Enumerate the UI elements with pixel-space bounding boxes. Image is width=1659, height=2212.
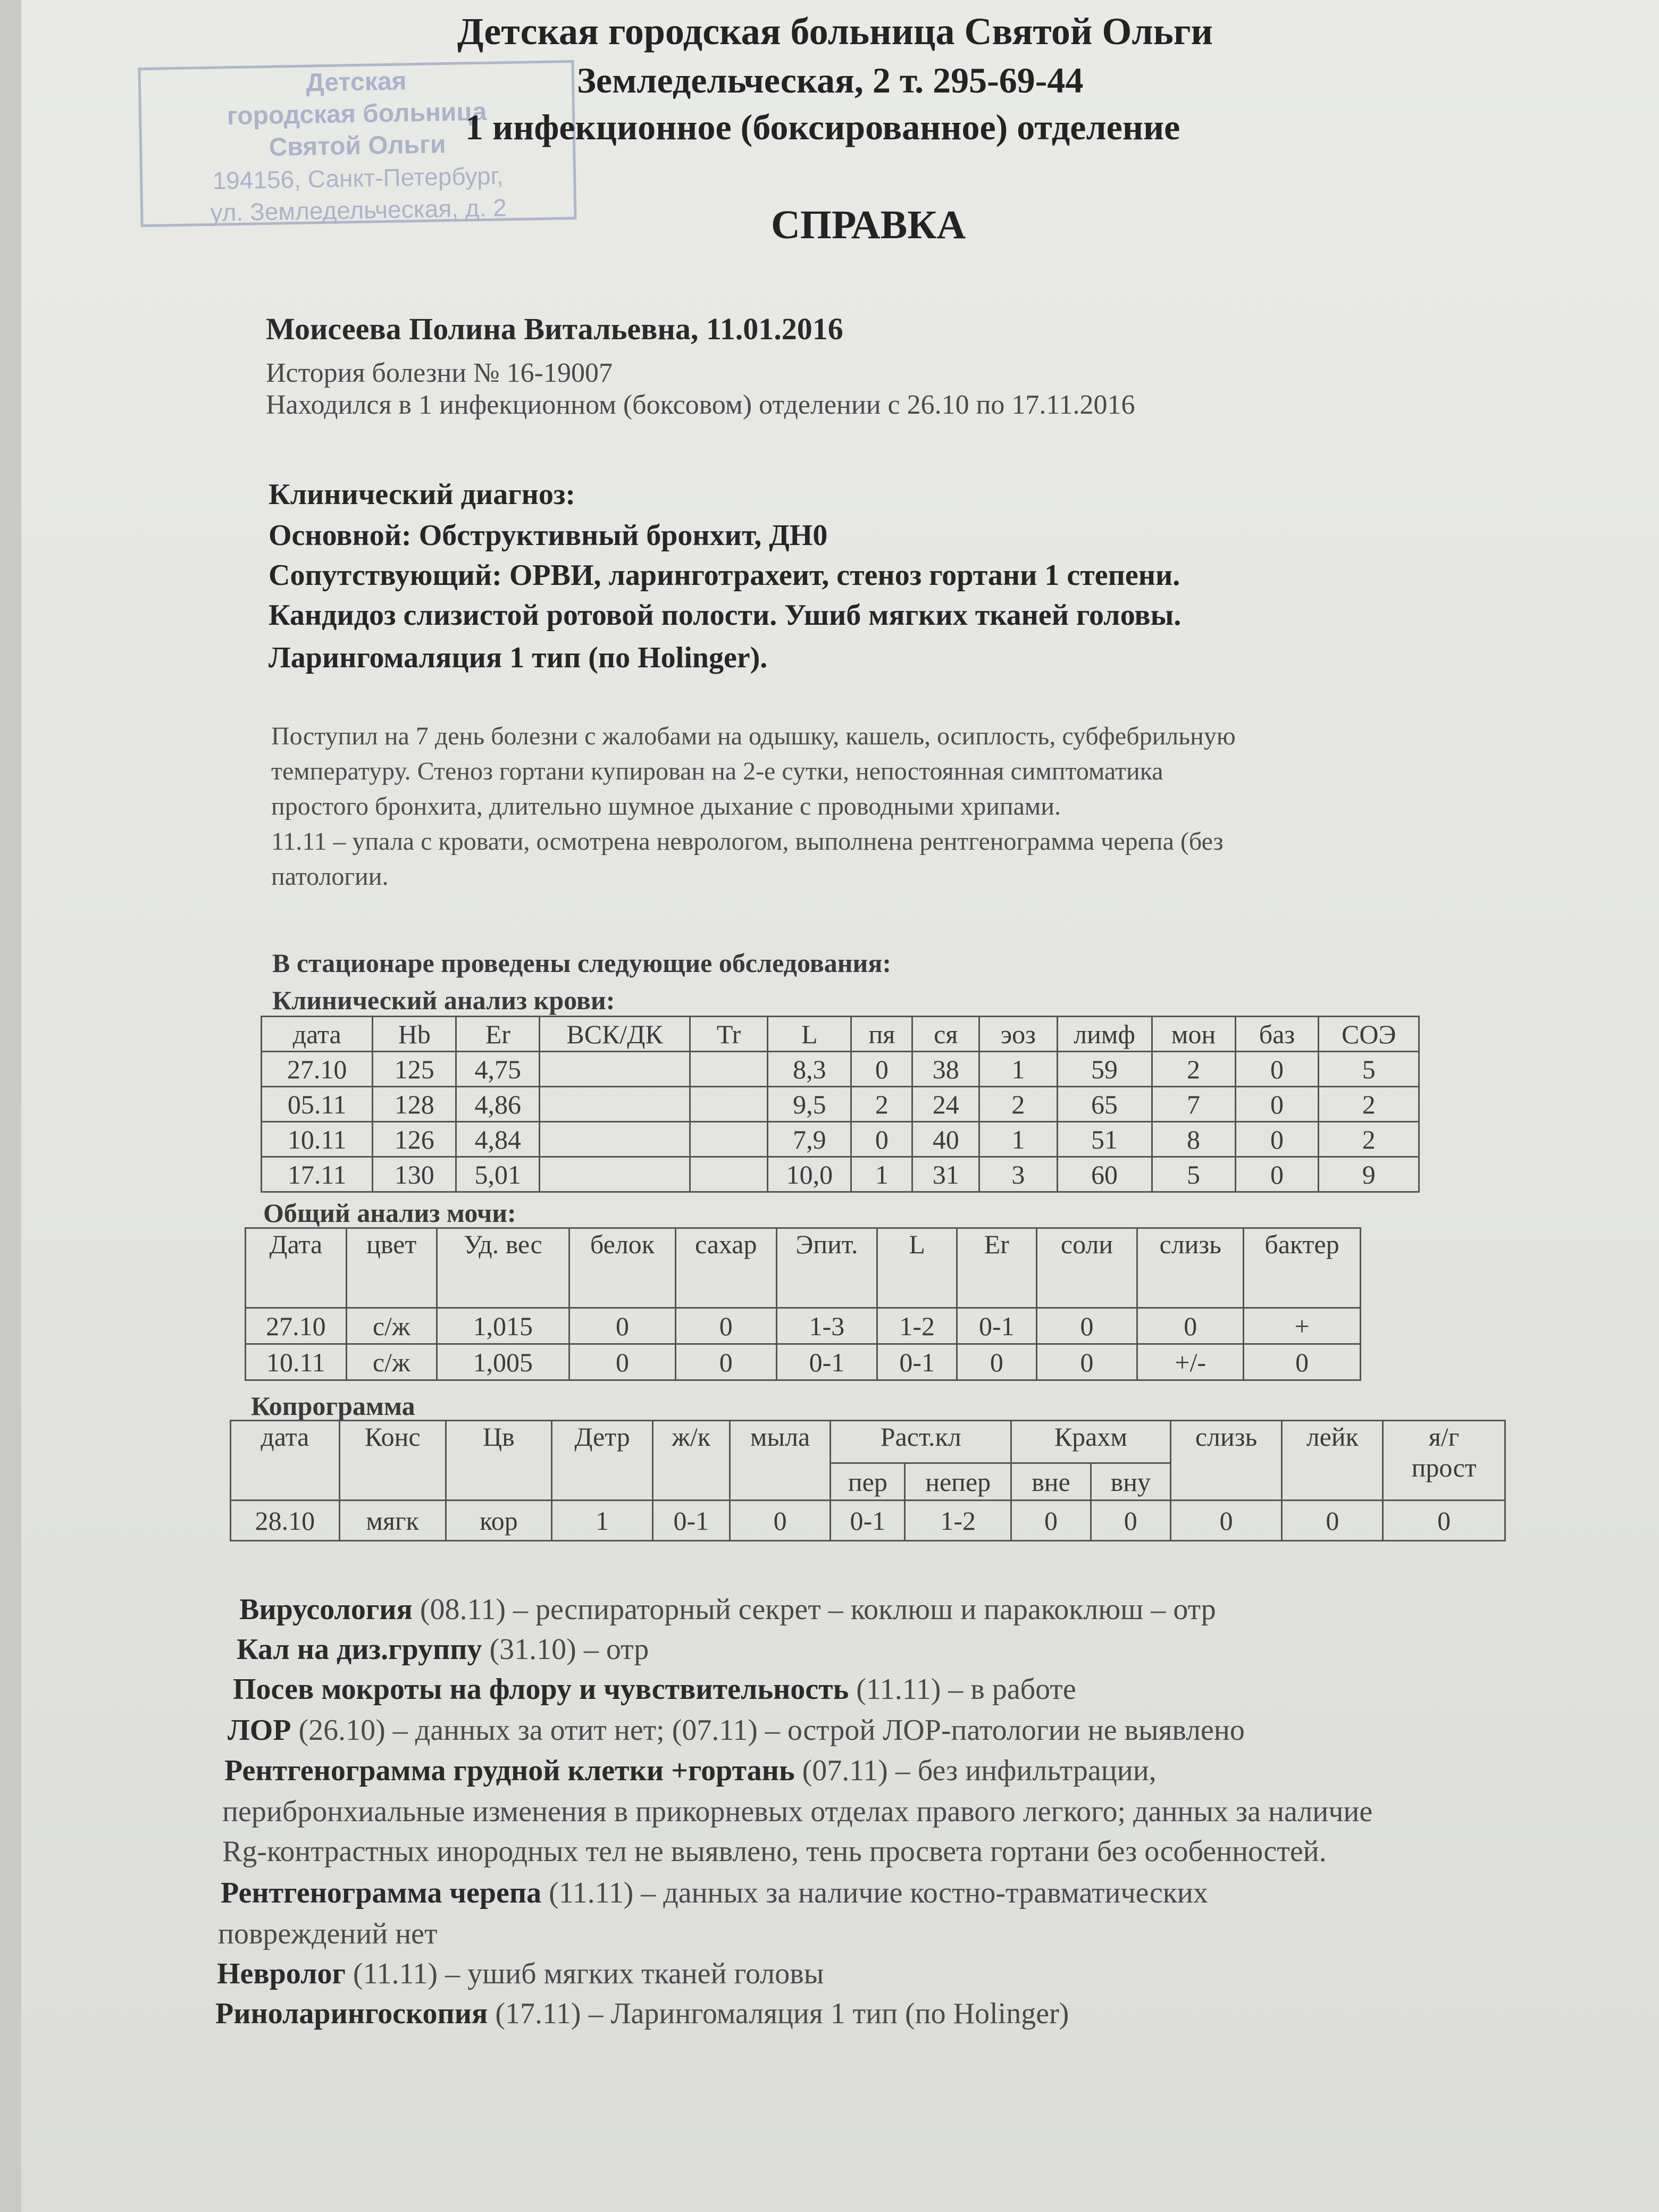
copro-col-header: лейк xyxy=(1282,1421,1383,1501)
result-text: (31.10) – отр xyxy=(482,1633,649,1666)
result-title: Риноларингоскопия xyxy=(215,1997,488,2030)
blood-col-header: ся xyxy=(912,1017,979,1052)
table-cell: 5 xyxy=(1152,1157,1235,1192)
copro-col-subheader: пер xyxy=(831,1463,905,1501)
result-title: Невролог xyxy=(217,1957,346,1990)
diagnosis-heading: Клинический диагноз: xyxy=(269,478,576,511)
table-cell: 2 xyxy=(1152,1052,1235,1087)
table-row xyxy=(262,1157,1419,1192)
table-cell: 4,75 xyxy=(456,1052,540,1087)
urine-test-table xyxy=(245,1227,1361,1381)
table-cell: + xyxy=(1244,1308,1361,1344)
table-cell: 2 xyxy=(851,1087,912,1122)
table-row xyxy=(231,1501,1505,1541)
result-title: ЛОР xyxy=(228,1714,291,1747)
result-text: (26.10) – данных за отит нет; (07.11) – острой ЛОР-патологии не выявлено xyxy=(291,1714,1245,1747)
result-line xyxy=(224,1754,1157,1788)
result-text: перибронхиальные изменения в прикорневых отделах правого легкого; данных за наличие xyxy=(222,1795,1373,1828)
urine-col-header: цвет xyxy=(346,1228,437,1308)
copro-col-header-line: я/г xyxy=(1428,1422,1460,1452)
copro-col-header: дата xyxy=(231,1421,340,1501)
table-cell: 125 xyxy=(373,1052,456,1087)
table-cell: 1,015 xyxy=(437,1308,569,1344)
table-cell: 128 xyxy=(373,1087,456,1122)
table-cell: с/ж xyxy=(346,1344,437,1380)
table-cell: 0-1 xyxy=(776,1344,877,1380)
table-cell: 40 xyxy=(912,1122,979,1157)
result-text: (07.11) – без инфильтрации, xyxy=(794,1754,1157,1787)
copro-col-header: Крахм xyxy=(1011,1421,1171,1463)
table-cell: 0 xyxy=(851,1052,912,1087)
urine-col-header: слизь xyxy=(1137,1228,1244,1308)
urine-col-header: сахар xyxy=(675,1228,776,1308)
blood-col-header: мон xyxy=(1152,1017,1235,1052)
table-cell: 27.10 xyxy=(262,1052,373,1087)
table-row xyxy=(246,1308,1361,1344)
urine-col-header: соли xyxy=(1036,1228,1137,1308)
table-row xyxy=(262,1122,1419,1157)
table-cell: 1 xyxy=(979,1122,1058,1157)
table-cell: мягк xyxy=(339,1501,446,1541)
anamnesis-line: патологии. xyxy=(271,862,389,891)
medical-history-number: История болезни № 16-19007 xyxy=(266,358,613,388)
table-cell: 130 xyxy=(373,1157,456,1192)
table-cell: 7 xyxy=(1152,1087,1235,1122)
table-row xyxy=(246,1344,1361,1380)
table-cell: 51 xyxy=(1057,1122,1152,1157)
blood-col-header: эоз xyxy=(979,1017,1058,1052)
table-cell: 4,86 xyxy=(456,1087,540,1122)
table-cell: 1-3 xyxy=(776,1308,877,1344)
stamp-line-3: Святой Ольги xyxy=(269,130,446,162)
table-cell: 38 xyxy=(912,1052,979,1087)
urine-header-row xyxy=(246,1228,1361,1308)
blood-col-header: СОЭ xyxy=(1319,1017,1419,1052)
copro-col-header-line: прост xyxy=(1411,1453,1477,1482)
blood-test-caption: Клинический анализ крови: xyxy=(272,985,615,1015)
result-line xyxy=(217,1957,824,1991)
result-line xyxy=(221,1876,1208,1910)
copro-col-header: Детр xyxy=(552,1421,653,1501)
copro-col-header: Конс xyxy=(339,1421,446,1501)
table-cell: 8 xyxy=(1152,1122,1235,1157)
department-name: 1 инфекционное (боксированное) отделение xyxy=(465,107,1180,147)
copro-col-subheader: непер xyxy=(905,1463,1011,1501)
stamp-line-4: 194156, Санкт-Петербург, xyxy=(212,162,504,195)
copro-col-header xyxy=(1383,1421,1505,1501)
hospital-stay: Находился в 1 инфекционном (боксовом) отделении с 26.10 по 17.11.2016 xyxy=(266,390,1135,420)
table-cell xyxy=(690,1157,768,1192)
result-line xyxy=(228,1713,1245,1747)
urine-col-header: Эпит. xyxy=(776,1228,877,1308)
table-cell: 126 xyxy=(373,1122,456,1157)
table-cell xyxy=(540,1052,690,1087)
blood-col-header: Hb xyxy=(373,1017,456,1052)
result-title: Рентгенограмма грудной клетки +гортань xyxy=(224,1754,795,1787)
copro-col-header: Цв xyxy=(446,1421,552,1501)
table-cell: 7,9 xyxy=(768,1122,851,1157)
result-line xyxy=(239,1593,1216,1627)
result-line xyxy=(215,1997,1069,2031)
table-cell xyxy=(540,1087,690,1122)
table-cell: 0 xyxy=(730,1501,831,1541)
result-line xyxy=(237,1632,649,1666)
table-cell: 1 xyxy=(851,1157,912,1192)
result-title: Кал на диз.группу xyxy=(237,1633,482,1666)
table-cell: 5 xyxy=(1319,1052,1419,1087)
blood-col-header: дата xyxy=(262,1017,373,1052)
result-line xyxy=(233,1672,1076,1706)
table-cell: 10.11 xyxy=(262,1122,373,1157)
urine-col-header: Er xyxy=(957,1228,1037,1308)
blood-col-header: Tr xyxy=(690,1017,768,1052)
table-cell: 0 xyxy=(675,1308,776,1344)
table-cell: 0 xyxy=(1091,1501,1170,1541)
table-cell: 0 xyxy=(1244,1344,1361,1380)
table-cell: 60 xyxy=(1057,1157,1152,1192)
result-text: повреждений нет xyxy=(218,1917,438,1950)
table-cell: 0 xyxy=(1235,1052,1319,1087)
table-cell: кор xyxy=(446,1501,552,1541)
anamnesis-line: Поступил на 7 день болезни с жалобами на одышку, кашель, осиплость, субфебрильную xyxy=(271,722,1236,750)
table-cell: 2 xyxy=(979,1087,1058,1122)
blood-col-header: лимф xyxy=(1057,1017,1152,1052)
table-cell: 0 xyxy=(1235,1122,1319,1157)
result-text: Rg-контрастных инородных тел не выявлено, тень просвета гортани без особенностей. xyxy=(222,1835,1327,1868)
diagnosis-main: Основной: Обструктивный бронхит, ДН0 xyxy=(269,519,828,552)
diagnosis-line-4: Ларингомаляция 1 тип (по Holinger). xyxy=(269,641,768,674)
copro-col-subheader: вну xyxy=(1091,1463,1170,1501)
copro-caption: Копрограмма xyxy=(251,1391,415,1421)
table-cell: +/- xyxy=(1137,1344,1244,1380)
table-cell: 2 xyxy=(1319,1087,1419,1122)
table-cell: 0 xyxy=(1011,1501,1091,1541)
table-cell: 27.10 xyxy=(246,1308,347,1344)
result-text: (11.11) – данных за наличие костно-травматических xyxy=(541,1876,1208,1909)
table-cell: 2 xyxy=(1319,1122,1419,1157)
table-cell: 0 xyxy=(1036,1344,1137,1380)
table-cell xyxy=(690,1087,768,1122)
table-row xyxy=(262,1087,1419,1122)
urine-col-header: Дата xyxy=(246,1228,347,1308)
copro-col-header: мыла xyxy=(730,1421,831,1501)
table-cell: 1-2 xyxy=(905,1501,1011,1541)
copro-col-header: слизь xyxy=(1170,1421,1282,1501)
table-cell: 0 xyxy=(1282,1501,1383,1541)
table-cell: 05.11 xyxy=(262,1087,373,1122)
result-title: Вирусология xyxy=(239,1593,413,1626)
table-cell: 8,3 xyxy=(768,1052,851,1087)
copro-col-header: ж/к xyxy=(652,1421,730,1501)
result-title: Рентгенограмма черепа xyxy=(221,1876,542,1909)
copro-col-subheader: вне xyxy=(1011,1463,1091,1501)
urine-col-header: Уд. вес xyxy=(437,1228,569,1308)
result-text: (11.11) – ушиб мягких тканей головы xyxy=(345,1957,824,1990)
table-cell xyxy=(540,1157,690,1192)
anamnesis xyxy=(271,719,1236,894)
table-cell: 0 xyxy=(1235,1157,1319,1192)
hospital-address: Земледельческая, 2 т. 295-69-44 xyxy=(577,60,1084,100)
result-text: (11.11) – в работе xyxy=(849,1673,1076,1706)
table-cell: 0 xyxy=(1036,1308,1137,1344)
anamnesis-line: температуру. Стеноз гортани купирован на 2-е сутки, непостоянная симптоматика xyxy=(271,757,1163,785)
blood-col-header: Er xyxy=(456,1017,540,1052)
blood-col-header: L xyxy=(768,1017,851,1052)
table-cell: 17.11 xyxy=(262,1157,373,1192)
table-cell: 0 xyxy=(957,1344,1037,1380)
hospital-name: Детская городская больница Святой Ольги xyxy=(457,10,1213,53)
blood-col-header: пя xyxy=(851,1017,912,1052)
anamnesis-line: простого бронхита, длительно шумное дыхание с проводными хрипами. xyxy=(271,792,1061,820)
table-cell: 1 xyxy=(979,1052,1058,1087)
table-cell: 10.11 xyxy=(246,1344,347,1380)
table-cell: 1,005 xyxy=(437,1344,569,1380)
table-cell: 59 xyxy=(1057,1052,1152,1087)
copro-table xyxy=(230,1420,1506,1541)
table-cell: 3 xyxy=(979,1157,1058,1192)
table-cell: 0 xyxy=(1383,1501,1505,1541)
diagnosis-accompanying: Сопутствующий: ОРВИ, ларинготрахеит, стеноз гортани 1 степени. xyxy=(269,559,1180,592)
table-cell: 0 xyxy=(569,1308,676,1344)
result-text: (17.11) – Ларингомаляция 1 тип (по Holinger) xyxy=(488,1997,1069,2030)
table-row xyxy=(262,1052,1419,1087)
exams-heading: В стационаре проведены следующие обследования: xyxy=(272,948,892,978)
table-cell: 1 xyxy=(552,1501,653,1541)
blood-col-header: ВСК/ДК xyxy=(540,1017,690,1052)
result-line xyxy=(218,1917,438,1951)
table-cell xyxy=(690,1122,768,1157)
table-cell: 0 xyxy=(1170,1501,1282,1541)
table-cell: 5,01 xyxy=(456,1157,540,1192)
table-cell: 0-1 xyxy=(652,1501,730,1541)
result-text: (08.11) – респираторный секрет – коклюш и паракоклюш – отр xyxy=(412,1593,1216,1626)
table-cell: 0 xyxy=(851,1122,912,1157)
diagnosis-line-3: Кандидоз слизистой ротовой полости. Ушиб мягких тканей головы. xyxy=(269,599,1182,632)
blood-header-row xyxy=(262,1017,1419,1052)
table-cell: 9 xyxy=(1319,1157,1419,1192)
table-cell: 1-2 xyxy=(877,1308,957,1344)
result-line xyxy=(222,1795,1372,1829)
copro-col-header: Раст.кл xyxy=(831,1421,1011,1463)
urine-test-caption: Общий анализ мочи: xyxy=(263,1198,516,1228)
table-cell: 4,84 xyxy=(456,1122,540,1157)
urine-col-header: бактер xyxy=(1244,1228,1361,1308)
document-title: СПРАВКА xyxy=(771,203,966,247)
blood-col-header: баз xyxy=(1235,1017,1319,1052)
table-cell: 0 xyxy=(1137,1308,1244,1344)
table-cell: 65 xyxy=(1057,1087,1152,1122)
table-cell: 0-1 xyxy=(957,1308,1037,1344)
table-cell: 0 xyxy=(569,1344,676,1380)
table-cell: 9,5 xyxy=(768,1087,851,1122)
stamp-line-2: городская больница xyxy=(227,97,487,131)
stamp-line-5: ул. Земледельческая, д. 2 xyxy=(210,194,507,227)
blood-test-table xyxy=(261,1016,1420,1193)
table-cell: 10,0 xyxy=(768,1157,851,1192)
table-cell: 31 xyxy=(912,1157,979,1192)
result-title: Посев мокроты на флору и чувствительность xyxy=(233,1673,849,1706)
table-cell: 28.10 xyxy=(231,1501,340,1541)
table-cell: 0 xyxy=(1235,1087,1319,1122)
table-cell: 0 xyxy=(675,1344,776,1380)
patient-name: Моисеева Полина Витальевна, 11.01.2016 xyxy=(266,312,843,346)
table-cell: 0-1 xyxy=(831,1501,905,1541)
stamp-line-1: Детская xyxy=(305,67,407,97)
result-line xyxy=(222,1834,1327,1869)
table-cell xyxy=(690,1052,768,1087)
urine-col-header: белок xyxy=(569,1228,676,1308)
copro-header-row xyxy=(231,1421,1505,1463)
table-cell: 0-1 xyxy=(877,1344,957,1380)
urine-col-header: L xyxy=(877,1228,957,1308)
table-cell: с/ж xyxy=(346,1308,437,1344)
table-cell xyxy=(540,1122,690,1157)
table-cell: 24 xyxy=(912,1087,979,1122)
anamnesis-line: 11.11 – упала с кровати, осмотрена неврологом, выполнена рентгенограмма черепа (без xyxy=(271,827,1224,856)
